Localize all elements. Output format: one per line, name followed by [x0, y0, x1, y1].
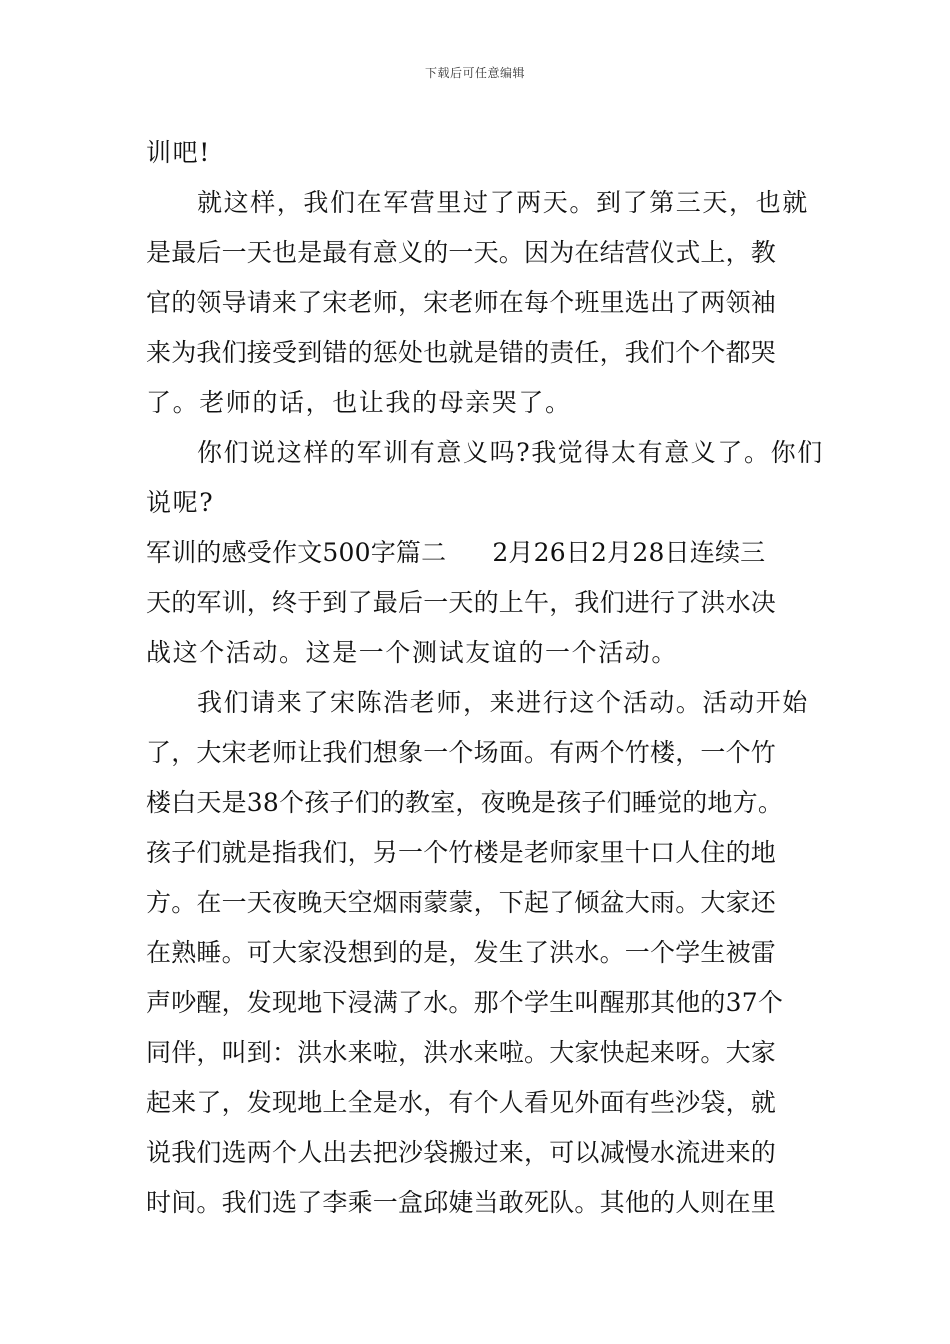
paragraph-first-line: 我们请来了宋陈浩老师，来进行这个活动。活动开始	[197, 688, 809, 717]
text-line: 天的军训，终于到了最后一天的上午，我们进行了洪水决	[146, 588, 777, 617]
text-line: 在熟睡。可大家没想到的是，发生了洪水。一个学生被雷	[146, 938, 777, 967]
text-line: 声吵醒，发现地下浸满了水。那个学生叫醒那其他的37个	[146, 988, 784, 1017]
text-line: 说我们选两个人出去把沙袋搬过来，可以减慢水流进来的	[146, 1138, 777, 1167]
text-line: 起来了，发现地上全是水，有个人看见外面有些沙袋，就	[146, 1088, 777, 1117]
paragraph-first-line: 你们说这样的军训有意义吗?我觉得太有意义了。你们	[197, 438, 824, 467]
section-heading-line	[146, 528, 806, 578]
section-title: 军训的感受作文500字篇二	[146, 538, 447, 567]
text-line: 孩子们就是指我们，另一个竹楼是老师家里十口人住的地	[146, 838, 777, 867]
text-line: 了，大宋老师让我们想象一个场面。有两个竹楼，一个竹	[146, 738, 777, 767]
text-line: 训吧!	[146, 138, 211, 167]
text-line: 同伴，叫到：洪水来啦，洪水来啦。大家快起来呀。大家	[146, 1038, 777, 1067]
text-line: 楼白天是38个孩子们的教室，夜晚是孩子们睡觉的地方。	[146, 788, 784, 817]
text-line: 是最后一天也是最有意义的一天。因为在结营仪式上，教	[146, 238, 777, 267]
text-line: 战这个活动。这是一个测试友谊的一个活动。	[146, 638, 679, 667]
page-header: 下载后可任意编辑	[424, 66, 525, 80]
text-line: 时间。我们选了李乘一盒邱婕当敢死队。其他的人则在里	[146, 1188, 777, 1217]
text-line: 方。在一天夜晚天空烟雨蒙蒙，下起了倾盆大雨。大家还	[146, 888, 777, 917]
text-line: 官的领导请来了宋老师，宋老师在每个班里选出了两领袖	[146, 288, 777, 317]
text-line: 说呢?	[146, 488, 215, 517]
text-line: 来为我们接受到错的惩处也就是错的责任，我们个个都哭	[146, 338, 777, 367]
paragraph-first-line: 就这样，我们在军营里过了两天。到了第三天，也就	[197, 188, 809, 217]
text-line: 了。老师的话，也让我的母亲哭了。	[146, 388, 572, 417]
section-date-text: 2月26日2月28日连续三	[492, 538, 766, 567]
document-body	[146, 128, 824, 1228]
